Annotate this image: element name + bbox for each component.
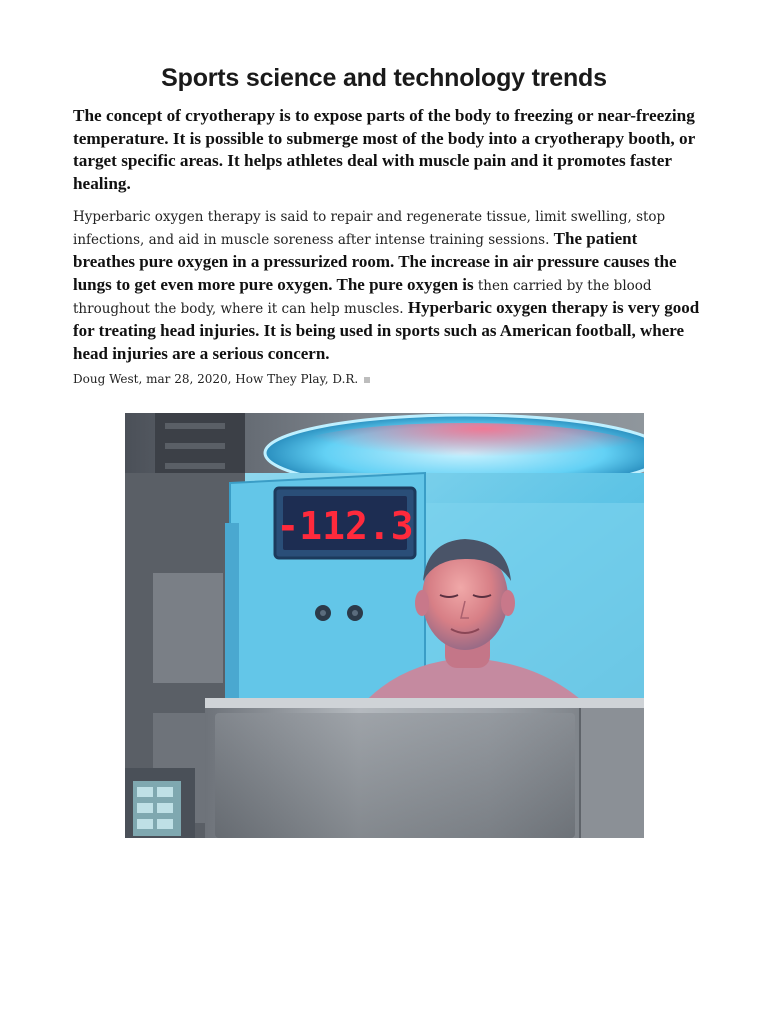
body-text-light-1: Hyperbaric oxygen therapy is said to repair and regenerate tissue, limit swelling, stop infections, and aid in muscle soreness after intense training sessions.	[73, 209, 666, 248]
body-text-bold-2: Hyperbaric oxygen therapy is very good for treating head injuries. It is being used in sports such as American football, where head injuries are a serious concern.	[73, 298, 700, 363]
photo-credit-text: Doug West, mar 28, 2020, How They Play, D.R.	[73, 372, 359, 386]
intro-paragraph: The concept of cryotherapy is to expose parts of the body to freezing or near-freezing temperature. It is possible to submerge most of the body into a cryotherapy booth, or target specific areas. It helps athletes deal with muscle pain and it promotes faster healing.	[73, 106, 695, 193]
body-text-light-2: then carried by the blood throughout the body, where it can help muscles.	[73, 278, 652, 317]
body-text-bold-1: The patient breathes pure oxygen in a pressurized room. The increase in air pressure causes the lungs to get even more pure oxygen. The pure oxygen is	[73, 229, 677, 294]
end-mark-icon	[364, 377, 370, 383]
body-paragraph	[73, 206, 703, 366]
cryotherapy-photo	[125, 413, 644, 838]
page-title: Sports science and technology trends	[161, 64, 607, 92]
photo-credit	[73, 372, 370, 386]
temperature-display: -112.3	[276, 504, 414, 548]
